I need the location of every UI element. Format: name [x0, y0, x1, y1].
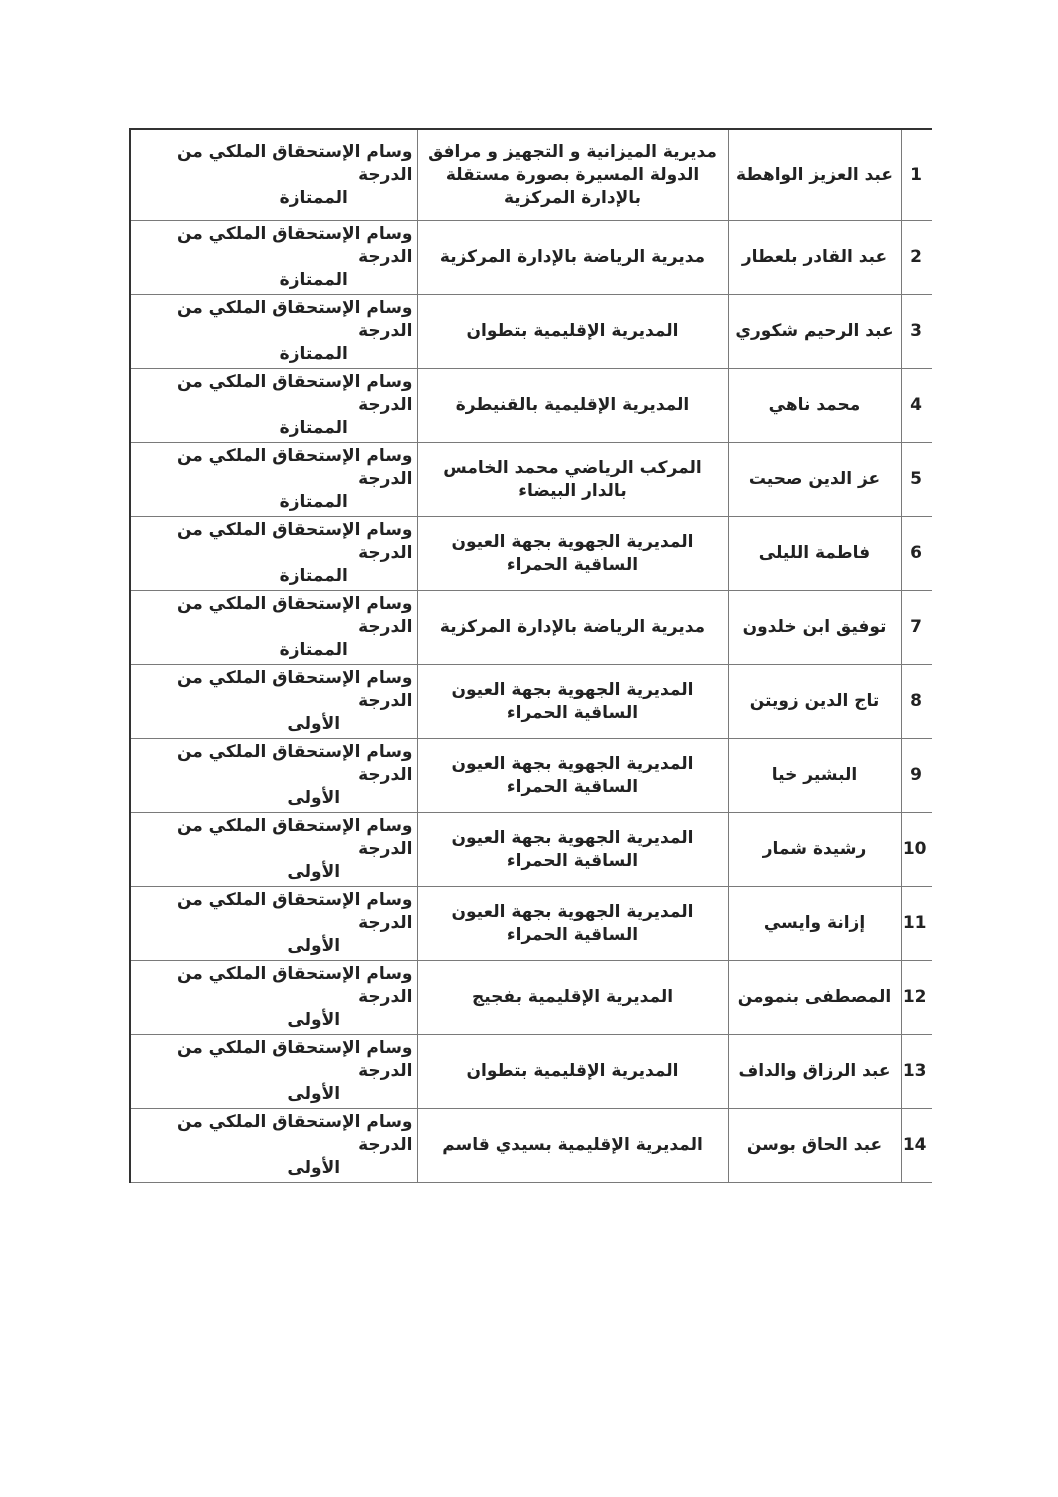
table-row [130, 887, 931, 961]
honoree-medal [130, 1109, 417, 1183]
honoree-directorate: المديرية الجهوية بجهة العيون الساقية الحمراء [417, 813, 728, 887]
table-row [130, 813, 931, 887]
row-number: 6 [901, 517, 931, 591]
table-row [130, 665, 931, 739]
row-number: 7 [901, 591, 931, 665]
honoree-medal [130, 961, 417, 1035]
medal-title: وسام الإستحقاق الملكي من الدرجة [176, 446, 413, 489]
honoree-medal [130, 221, 417, 295]
medal-grade: الأولى [287, 1010, 341, 1030]
row-number: 8 [901, 665, 931, 739]
honoree-name: إزانة وايسي [728, 887, 901, 961]
row-number: 3 [901, 295, 931, 369]
honoree-medal [130, 665, 417, 739]
medal-title: وسام الإستحقاق الملكي من الدرجة [176, 372, 413, 415]
medal-title: وسام الإستحقاق الملكي من الدرجة [176, 224, 413, 267]
honoree-medal [130, 517, 417, 591]
medal-grade: الممتازة [279, 566, 348, 586]
row-number: 10 [901, 813, 931, 887]
table-row [130, 591, 931, 665]
table-row [130, 739, 931, 813]
medal-grade: الممتازة [279, 187, 348, 208]
medal-title: وسام الإستحقاق الملكي من الدرجة [176, 964, 413, 1007]
medal-title: وسام الإستحقاق الملكي من الدرجة [176, 668, 413, 711]
honoree-medal [130, 591, 417, 665]
honoree-medal [130, 813, 417, 887]
table-row [130, 221, 931, 295]
honoree-directorate: مديرية الميزانية و التجهيز و مرافق الدولة المسيرة بصورة مستقلة بالإدارة المركزية [417, 129, 728, 221]
medal-grade: الممتازة [279, 270, 348, 290]
table-row [130, 517, 931, 591]
honoree-medal [130, 739, 417, 813]
honoree-name: توفيق ابن خلدون [728, 591, 901, 665]
honoree-directorate: مديرية الرياضة بالإدارة المركزية [417, 221, 728, 295]
table-row [130, 443, 931, 517]
honoree-medal [130, 443, 417, 517]
medal-title: وسام الإستحقاق الملكي من الدرجة [176, 1038, 413, 1081]
medal-grade: الممتازة [279, 492, 348, 512]
medal-title: وسام الإستحقاق الملكي من الدرجة [176, 1112, 413, 1155]
honoree-name: عبد الرزاق والداف [728, 1035, 901, 1109]
medal-title: وسام الإستحقاق الملكي من الدرجة [176, 520, 413, 563]
row-number: 2 [901, 221, 931, 295]
row-number: 12 [901, 961, 931, 1035]
honoree-directorate: المديرية الجهوية بجهة العيون الساقية الحمراء [417, 739, 728, 813]
medal-grade: الأولى [287, 788, 341, 808]
honoree-directorate: المديرية الجهوية بجهة العيون الساقية الحمراء [417, 887, 728, 961]
honoree-name: فاطمة الليلى [728, 517, 901, 591]
medal-title: وسام الإستحقاق الملكي من الدرجة [176, 816, 413, 859]
medal-grade: الأولى [287, 714, 341, 734]
honoree-name: عبد القادر بلعطار [728, 221, 901, 295]
honorees-table [129, 128, 932, 1183]
honoree-medal [130, 1035, 417, 1109]
honoree-name: عز الدين صحيت [728, 443, 901, 517]
table-row [130, 129, 931, 221]
table-row [130, 961, 931, 1035]
row-number: 4 [901, 369, 931, 443]
honoree-directorate: المديرية الإقليمية بتطوان [417, 295, 728, 369]
medal-grade: الممتازة [279, 418, 348, 438]
row-number: 1 [901, 129, 931, 221]
medal-title: وسام الإستحقاق الملكي من الدرجة [176, 742, 413, 785]
medal-grade: الممتازة [279, 344, 348, 364]
table-row [130, 369, 931, 443]
honoree-name: تاج الدين زويتن [728, 665, 901, 739]
honoree-medal [130, 369, 417, 443]
medal-grade: الممتازة [279, 640, 348, 660]
honoree-directorate: المركب الرياضي محمد الخامس بالدار البيضاء [417, 443, 728, 517]
medal-grade: الأولى [287, 936, 341, 956]
honoree-name: البشير خيا [728, 739, 901, 813]
honoree-medal [130, 295, 417, 369]
medal-title: وسام الإستحقاق الملكي من الدرجة [176, 141, 413, 185]
medal-grade: الأولى [287, 1158, 341, 1178]
honoree-name: عبد الحاق بوسن [728, 1109, 901, 1183]
row-number: 13 [901, 1035, 931, 1109]
medal-title: وسام الإستحقاق الملكي من الدرجة [176, 298, 413, 341]
medal-grade: الأولى [287, 862, 341, 882]
honoree-directorate: مديرية الرياضة بالإدارة المركزية [417, 591, 728, 665]
honoree-name: عبد العزيز الواهطة [728, 129, 901, 221]
honoree-directorate: المديرية الإقليمية بفجيج [417, 961, 728, 1035]
honoree-directorate: المديرية الإقليمية بتطوان [417, 1035, 728, 1109]
table-row [130, 295, 931, 369]
row-number: 11 [901, 887, 931, 961]
medal-title: وسام الإستحقاق الملكي من الدرجة [176, 594, 413, 637]
row-number: 14 [901, 1109, 931, 1183]
honoree-directorate: المديرية الإقليمية بسيدي قاسم [417, 1109, 728, 1183]
honoree-name: عبد الرحيم شكوري [728, 295, 901, 369]
honoree-name: رشيدة شمار [728, 813, 901, 887]
honorees-table-body [130, 129, 931, 1183]
honoree-medal [130, 129, 417, 221]
table-row [130, 1109, 931, 1183]
honoree-medal [130, 887, 417, 961]
medal-title: وسام الإستحقاق الملكي من الدرجة [176, 890, 413, 933]
medal-grade: الأولى [287, 1084, 341, 1104]
honoree-directorate: المديرية الجهوية بجهة العيون الساقية الحمراء [417, 517, 728, 591]
table-row [130, 1035, 931, 1109]
honoree-name: محمد ناهي [728, 369, 901, 443]
honoree-name: المصطفى بنمومن [728, 961, 901, 1035]
row-number: 9 [901, 739, 931, 813]
honoree-directorate: المديرية الجهوية بجهة العيون الساقية الحمراء [417, 665, 728, 739]
row-number: 5 [901, 443, 931, 517]
honoree-directorate: المديرية الإقليمية بالقنيطرة [417, 369, 728, 443]
